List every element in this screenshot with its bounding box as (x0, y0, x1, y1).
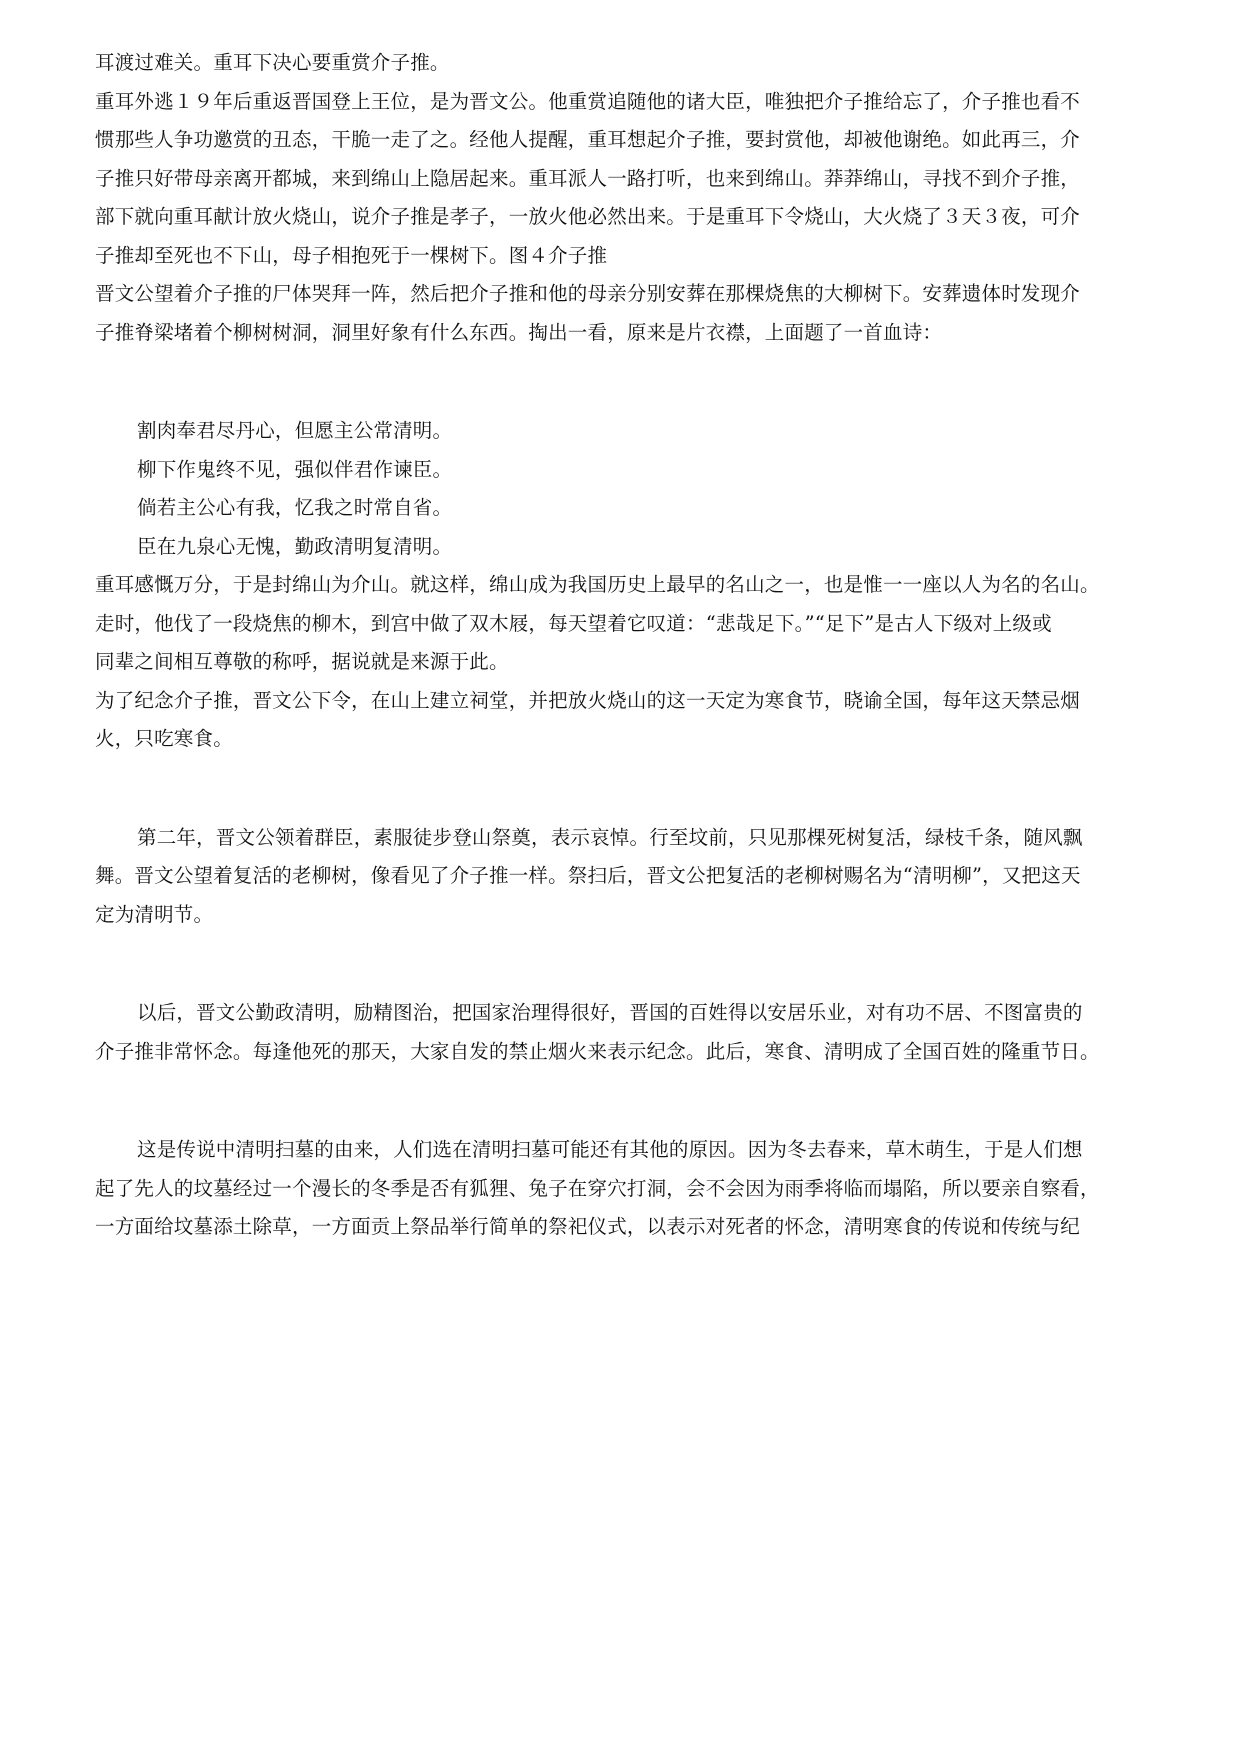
poem-line: 倘若主公心有我，忆我之时常自省。 (137, 496, 453, 519)
text-line: 子推却至死也不下山，母子相抱死于一棵树下。图４介子推 (95, 243, 608, 267)
poem-line: 割肉奉君尽丹心，但愿主公常清明。 (137, 419, 453, 442)
text-line: 以后，晋文公勤政清明，励精图治，把国家治理得很好，晋国的百姓得以安居乐业，对有功不居、不图富贵的 (137, 1001, 1083, 1024)
text-line: 重耳感慨万分，于是封绵山为介山。就这样，绵山成为我国历史上最早的名山之一，也是惟一一座以人为名的名山。 (95, 573, 1100, 596)
paragraph-8 (95, 1131, 1185, 1247)
text-line: 定为清明节。 (95, 902, 214, 926)
text-line: 重耳外逃１９年后重返晋国登上王位，是为晋文公。他重赏追随他的诸大臣，唯独把介子推给忘了，介子推也看不 (95, 89, 1081, 113)
paragraph-3 (95, 275, 1185, 352)
text-line: 第二年，晋文公领着群臣，素服徒步登山祭奠，表示哀悼。行至坟前，只见那棵死树复活，绿枝千条，随风飘 (137, 825, 1083, 849)
text-line: 介子推非常怀念。每逢他死的那天，大家自发的禁止烟火来表示纪念。此后，寒食、清明成了全国百姓的隆重节日。 (95, 1039, 1100, 1063)
text-line: 耳渡过难关。重耳下决心要重赏介子推。 (95, 51, 450, 74)
text-line: 同辈之间相互尊敬的称呼，据说就是来源于此。 (95, 650, 509, 673)
text-line: 晋文公望着介子推的尸体哭拜一阵，然后把介子推和他的母亲分别安葬在那棵烧焦的大柳树下。安葬遗体时发现介 (95, 282, 1081, 305)
text-line: 子推只好带母亲离开都城，来到绵山上隐居起来。重耳派人一路打听，也来到绵山。莽莽绵山，寻找不到介子推， (95, 166, 1081, 190)
poem-line: 臣在九泉心无愧，勤政清明复清明。 (137, 534, 453, 558)
text-line: 这是传说中清明扫墓的由来，人们选在清明扫墓可能还有其他的原因。因为冬去春来，草木萌生，于是人们想 (137, 1138, 1083, 1161)
paragraph-1 (95, 44, 1185, 83)
text-line: 一方面给坟墓添土除草，一方面贡上祭品举行简单的祭祀仪式，以表示对死者的怀念，清明寒食的传说和传统与纪 (95, 1215, 1081, 1238)
spacer (95, 1071, 1185, 1131)
spacer (95, 759, 1185, 819)
text-line: 子推脊梁堵着个柳树树洞，洞里好象有什么东西。掏出一看，原来是片衣襟，上面题了一首血诗： (95, 320, 943, 344)
text-line: 走时，他伐了一段烧焦的柳木，到宫中做了双木屐，每天望着它叹道：“悲哉足下。”“足下”是古人下级对上级或 (95, 611, 1052, 635)
spacer (95, 352, 1185, 412)
document-page (95, 44, 1185, 1247)
spacer (95, 934, 1185, 994)
text-line: 舞。晋文公望着复活的老柳树，像看见了介子推一样。祭扫后，晋文公把复活的老柳树赐名为“清明柳”，又把这天 (95, 864, 1081, 887)
text-line: 为了纪念介子推，晋文公下令，在山上建立祠堂，并把放火烧山的这一天定为寒食节，晓谕全国，每年这天禁忌烟 (95, 688, 1081, 712)
text-line: 部下就向重耳献计放火烧山，说介子推是孝子，一放火他必然出来。于是重耳下令烧山，大火烧了３天３夜，可介 (95, 205, 1081, 228)
poem-line: 柳下作鬼终不见，强似伴君作谏臣。 (137, 457, 453, 481)
paragraph-6 (95, 819, 1185, 935)
paragraph-5 (95, 682, 1185, 759)
paragraph-7 (95, 994, 1185, 1071)
text-line: 起了先人的坟墓经过一个漫长的冬季是否有狐狸、兔子在穿穴打洞，会不会因为雨季将临而塌陷，所以要亲自察看， (95, 1176, 1100, 1200)
text-line: 惯那些人争功邀赏的丑态，干脆一走了之。经他人提醒，重耳想起介子推，要封赏他，却被他谢绝。如此再三，介 (95, 128, 1081, 151)
paragraph-2 (95, 83, 1185, 276)
text-line: 火，只吃寒食。 (95, 727, 233, 750)
paragraph-4 (95, 566, 1185, 682)
blood-poem (95, 412, 1185, 566)
